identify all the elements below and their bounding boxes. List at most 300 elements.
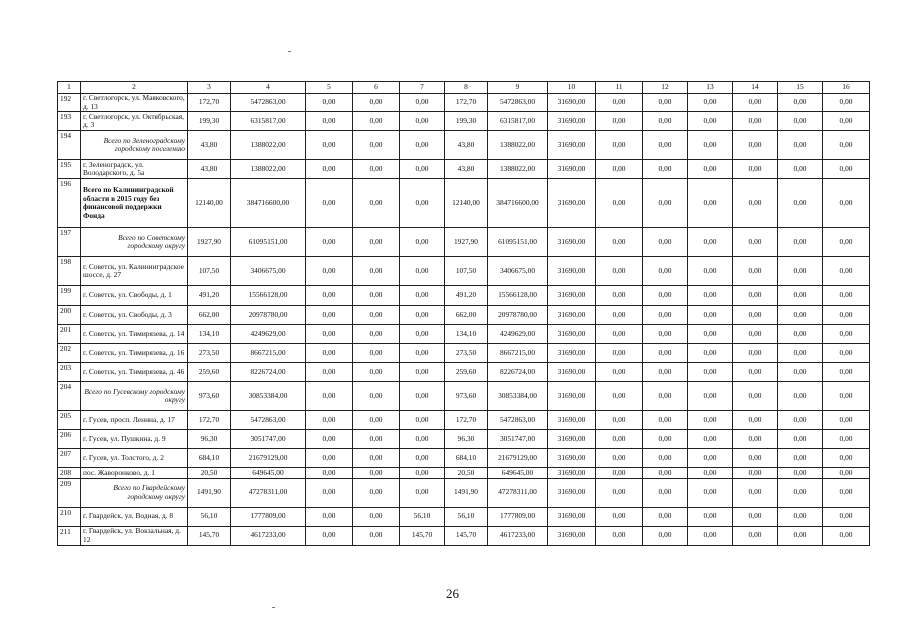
cell-value: 0,00 [688, 468, 733, 479]
row-address: Всего по Калининградской области в 2015 году без финансовой поддержки Фонда [81, 179, 188, 228]
cell-value: 31690,00 [548, 131, 596, 160]
cell-value: 684,10 [188, 449, 231, 468]
cell-value: 0,00 [823, 526, 870, 545]
cell-value: 0,00 [306, 112, 353, 131]
cell-value: 0,00 [643, 468, 688, 479]
cell-value: 0,00 [596, 257, 643, 286]
row-number: 207 [58, 449, 81, 468]
row-address: Всего по Гусевскому городскому округу [81, 382, 188, 411]
cell-value: 0,00 [778, 507, 823, 526]
cell-value: 0,00 [306, 382, 353, 411]
cell-value: 662,00 [188, 306, 231, 325]
cell-value: 0,00 [778, 112, 823, 131]
table-row [58, 228, 870, 257]
table-body [58, 82, 870, 546]
cell-value: 0,00 [353, 325, 400, 344]
cell-value: 31690,00 [548, 306, 596, 325]
cell-value: 31690,00 [548, 478, 596, 507]
cell-value: 0,00 [733, 430, 778, 449]
cell-value: 15566128,00 [488, 286, 548, 306]
row-number: 192 [58, 94, 81, 112]
cell-value: 0,00 [823, 112, 870, 131]
cell-value: 0,00 [733, 478, 778, 507]
row-number: 201 [58, 325, 81, 344]
cell-value: 12140,00 [188, 179, 231, 228]
row-number: 194 [58, 131, 81, 160]
cell-value: 30853384,00 [231, 382, 306, 411]
cell-value: 0,00 [823, 382, 870, 411]
cell-value: 0,00 [643, 179, 688, 228]
column-header: 10 [548, 82, 596, 94]
cell-value: 0,00 [733, 344, 778, 363]
cell-value: 0,00 [596, 363, 643, 382]
cell-value: 0,00 [400, 94, 445, 112]
cell-value: 0,00 [596, 325, 643, 344]
table-row [58, 382, 870, 411]
row-address: г. Советск, ул. Свободы, д. 1 [81, 286, 188, 306]
cell-value: 96,30 [188, 430, 231, 449]
row-address: г. Гвардейск, ул. Водная, д. 8 [81, 507, 188, 526]
cell-value: 0,00 [688, 507, 733, 526]
cell-value: 0,00 [400, 179, 445, 228]
table-row [58, 478, 870, 507]
cell-value: 0,00 [778, 257, 823, 286]
cell-value: 0,00 [353, 449, 400, 468]
cell-value: 0,00 [596, 160, 643, 179]
cell-value: 0,00 [596, 306, 643, 325]
cell-value: 31690,00 [548, 325, 596, 344]
cell-value: 0,00 [643, 257, 688, 286]
cell-value: 172,70 [188, 94, 231, 112]
cell-value: 1388022,00 [488, 160, 548, 179]
cell-value: 0,00 [688, 112, 733, 131]
row-address: г. Зеленоградск, ул. Володарского, д. 5а [81, 160, 188, 179]
cell-value: 31690,00 [548, 228, 596, 257]
cell-value: 21679129,00 [488, 449, 548, 468]
cell-value: 1777809,00 [488, 507, 548, 526]
cell-value: 31690,00 [548, 449, 596, 468]
cell-value: 0,00 [778, 526, 823, 545]
cell-value: 145,70 [400, 526, 445, 545]
cell-value: 0,00 [733, 507, 778, 526]
cell-value: 0,00 [643, 449, 688, 468]
row-address: г. Советск, ул. Свободы, д. 3 [81, 306, 188, 325]
table-row [58, 160, 870, 179]
cell-value: 0,00 [353, 257, 400, 286]
cell-value: 0,00 [400, 449, 445, 468]
data-table [57, 81, 870, 546]
row-number: 209 [58, 478, 81, 507]
row-address: г. Советск, ул. Тимирязева, д. 16 [81, 344, 188, 363]
cell-value: 30853384,00 [488, 382, 548, 411]
cell-value: 6315817,00 [231, 112, 306, 131]
cell-value: 0,00 [733, 382, 778, 411]
cell-value: 1491,90 [445, 478, 488, 507]
cell-value: 1388022,00 [488, 131, 548, 160]
cell-value: 0,00 [823, 286, 870, 306]
cell-value: 662,00 [445, 306, 488, 325]
cell-value: 0,00 [400, 257, 445, 286]
cell-value: 0,00 [353, 131, 400, 160]
row-number: 210 [58, 507, 81, 526]
cell-value: 0,00 [306, 325, 353, 344]
cell-value: 0,00 [733, 363, 778, 382]
cell-value: 0,00 [733, 526, 778, 545]
cell-value: 0,00 [306, 478, 353, 507]
cell-value: 0,00 [643, 286, 688, 306]
cell-value: 0,00 [643, 363, 688, 382]
cell-value: 0,00 [596, 526, 643, 545]
table-row [58, 94, 870, 112]
cell-value: 4617233,00 [231, 526, 306, 545]
cell-value: 0,00 [306, 344, 353, 363]
cell-value: 199,30 [188, 112, 231, 131]
cell-value: 0,00 [353, 306, 400, 325]
cell-value: 0,00 [596, 411, 643, 430]
cell-value: 0,00 [823, 257, 870, 286]
cell-value: 0,00 [596, 179, 643, 228]
cell-value: 0,00 [733, 179, 778, 228]
cell-value: 0,00 [596, 382, 643, 411]
cell-value: 12140,00 [445, 179, 488, 228]
cell-value: 0,00 [400, 382, 445, 411]
cell-value: 0,00 [400, 344, 445, 363]
cell-value: 0,00 [823, 478, 870, 507]
column-header: 13 [688, 82, 733, 94]
cell-value: 31690,00 [548, 160, 596, 179]
cell-value: 134,10 [188, 325, 231, 344]
cell-value: 0,00 [596, 286, 643, 306]
row-number: 206 [58, 430, 81, 449]
cell-value: 0,00 [353, 344, 400, 363]
cell-value: 0,00 [778, 430, 823, 449]
cell-value: 0,00 [733, 449, 778, 468]
column-header: 16 [823, 82, 870, 94]
cell-value: 0,00 [778, 449, 823, 468]
row-address: пос. Жаворонково, д. 1 [81, 468, 188, 479]
cell-value: 31690,00 [548, 468, 596, 479]
cell-value: 0,00 [353, 179, 400, 228]
row-address: Всего по Гвардейскому городскому округу [81, 478, 188, 507]
cell-value: 0,00 [596, 449, 643, 468]
cell-value: 0,00 [823, 306, 870, 325]
cell-value: 56,10 [188, 507, 231, 526]
cell-value: 0,00 [353, 286, 400, 306]
column-header: 7 [400, 82, 445, 94]
cell-value: 0,00 [400, 228, 445, 257]
column-header: 15 [778, 82, 823, 94]
cell-value: 259,60 [188, 363, 231, 382]
cell-value: 0,00 [400, 325, 445, 344]
cell-value: 273,50 [445, 344, 488, 363]
cell-value: 0,00 [400, 363, 445, 382]
cell-value: 0,00 [733, 131, 778, 160]
cell-value: 0,00 [778, 306, 823, 325]
cell-value: 0,00 [596, 131, 643, 160]
cell-value: 0,00 [778, 468, 823, 479]
row-number: 203 [58, 363, 81, 382]
cell-value: 0,00 [306, 160, 353, 179]
cell-value: 47278311,00 [231, 478, 306, 507]
cell-value: 0,00 [778, 344, 823, 363]
row-number: 199 [58, 286, 81, 306]
column-header: 4 [231, 82, 306, 94]
cell-value: 0,00 [688, 286, 733, 306]
row-address: г. Светлогорск, ул. Октябрьская, д. 3 [81, 112, 188, 131]
cell-value: 31690,00 [548, 257, 596, 286]
row-number: 193 [58, 112, 81, 131]
cell-value: 0,00 [778, 382, 823, 411]
cell-value: 199,30 [445, 112, 488, 131]
cell-value: 5472863,00 [231, 411, 306, 430]
cell-value: 0,00 [306, 94, 353, 112]
cell-value: 0,00 [400, 112, 445, 131]
cell-value: 0,00 [306, 468, 353, 479]
cell-value: 0,00 [778, 131, 823, 160]
cell-value: 0,00 [306, 257, 353, 286]
cell-value: 43,80 [188, 160, 231, 179]
row-address: г. Гусев, просп. Ленина, д. 17 [81, 411, 188, 430]
cell-value: 0,00 [400, 306, 445, 325]
table-row [58, 430, 870, 449]
cell-value: 0,00 [306, 228, 353, 257]
cell-value: 1927,90 [445, 228, 488, 257]
cell-value: 0,00 [688, 228, 733, 257]
row-address: Всего по Зеленоградскому городскому поселению [81, 131, 188, 160]
cell-value: 31690,00 [548, 94, 596, 112]
column-number-header [58, 82, 870, 94]
cell-value: 0,00 [823, 179, 870, 228]
row-address: г. Советск, ул. Тимирязева, д. 14 [81, 325, 188, 344]
cell-value: 0,00 [306, 131, 353, 160]
cell-value: 8667215,00 [231, 344, 306, 363]
cell-value: 0,00 [306, 363, 353, 382]
cell-value: 973,60 [188, 382, 231, 411]
cell-value: 31690,00 [548, 344, 596, 363]
scan-speck [272, 607, 275, 608]
cell-value: 0,00 [643, 112, 688, 131]
cell-value: 0,00 [306, 430, 353, 449]
cell-value: 0,00 [596, 344, 643, 363]
cell-value: 4617233,00 [488, 526, 548, 545]
cell-value: 5472863,00 [488, 94, 548, 112]
cell-value: 43,80 [188, 131, 231, 160]
row-number: 200 [58, 306, 81, 325]
cell-value: 0,00 [643, 228, 688, 257]
column-header: 9 [488, 82, 548, 94]
cell-value: 0,00 [823, 449, 870, 468]
column-header: 12 [643, 82, 688, 94]
table-row [58, 411, 870, 430]
table-row [58, 131, 870, 160]
cell-value: 8667215,00 [488, 344, 548, 363]
cell-value: 20,50 [445, 468, 488, 479]
cell-value: 0,00 [306, 179, 353, 228]
row-address: г. Светлогорск, ул. Маяковского, д. 13 [81, 94, 188, 112]
row-number: 208 [58, 468, 81, 479]
table-row [58, 363, 870, 382]
table-row [58, 112, 870, 131]
column-header: 6 [353, 82, 400, 94]
cell-value: 0,00 [823, 344, 870, 363]
cell-value: 31690,00 [548, 363, 596, 382]
cell-value: 6315817,00 [488, 112, 548, 131]
table-row [58, 306, 870, 325]
table-row [58, 507, 870, 526]
cell-value: 384716600,00 [231, 179, 306, 228]
row-number: 202 [58, 344, 81, 363]
cell-value: 0,00 [688, 363, 733, 382]
cell-value: 1777809,00 [231, 507, 306, 526]
cell-value: 4249629,00 [231, 325, 306, 344]
cell-value: 0,00 [596, 468, 643, 479]
page-number: 26 [446, 586, 459, 601]
cell-value: 0,00 [778, 411, 823, 430]
cell-value: 0,00 [733, 112, 778, 131]
cell-value: 1388022,00 [231, 131, 306, 160]
cell-value: 0,00 [823, 228, 870, 257]
cell-value: 145,70 [445, 526, 488, 545]
cell-value: 0,00 [353, 228, 400, 257]
column-header: 8 [445, 82, 488, 94]
cell-value: 0,00 [306, 286, 353, 306]
cell-value: 684,10 [445, 449, 488, 468]
cell-value: 0,00 [306, 526, 353, 545]
cell-value: 0,00 [400, 131, 445, 160]
cell-value: 172,70 [445, 411, 488, 430]
cell-value: 0,00 [778, 228, 823, 257]
cell-value: 0,00 [733, 94, 778, 112]
cell-value: 0,00 [596, 228, 643, 257]
cell-value: 31690,00 [548, 179, 596, 228]
cell-value: 0,00 [688, 160, 733, 179]
cell-value: 43,80 [445, 160, 488, 179]
cell-value: 8226724,00 [231, 363, 306, 382]
cell-value: 0,00 [353, 507, 400, 526]
cell-value: 0,00 [688, 478, 733, 507]
cell-value: 61095151,00 [488, 228, 548, 257]
cell-value: 0,00 [400, 468, 445, 479]
cell-value: 0,00 [643, 526, 688, 545]
column-header: 3 [188, 82, 231, 94]
cell-value: 172,70 [445, 94, 488, 112]
cell-value: 3406675,00 [231, 257, 306, 286]
cell-value: 0,00 [643, 411, 688, 430]
row-address: г. Гусев, ул. Пушкина, д. 9 [81, 430, 188, 449]
cell-value: 0,00 [643, 325, 688, 344]
cell-value: 56,10 [445, 507, 488, 526]
cell-value: 3051747,00 [488, 430, 548, 449]
cell-value: 0,00 [306, 507, 353, 526]
cell-value: 0,00 [688, 382, 733, 411]
cell-value: 491,20 [445, 286, 488, 306]
cell-value: 145,70 [188, 526, 231, 545]
cell-value: 1927,90 [188, 228, 231, 257]
cell-value: 47278311,00 [488, 478, 548, 507]
cell-value: 0,00 [823, 325, 870, 344]
table-row [58, 344, 870, 363]
cell-value: 0,00 [778, 160, 823, 179]
cell-value: 31690,00 [548, 382, 596, 411]
row-number: 195 [58, 160, 81, 179]
table-row [58, 449, 870, 468]
table-row [58, 257, 870, 286]
cell-value: 0,00 [688, 344, 733, 363]
cell-value: 0,00 [353, 363, 400, 382]
cell-value: 43,80 [445, 131, 488, 160]
cell-value: 384716600,00 [488, 179, 548, 228]
cell-value: 0,00 [778, 94, 823, 112]
cell-value: 31690,00 [548, 430, 596, 449]
cell-value: 0,00 [643, 344, 688, 363]
cell-value: 0,00 [306, 306, 353, 325]
cell-value: 0,00 [353, 526, 400, 545]
cell-value: 0,00 [778, 363, 823, 382]
cell-value: 259,60 [445, 363, 488, 382]
cell-value: 649645,00 [488, 468, 548, 479]
table-row [58, 179, 870, 228]
cell-value: 1491,90 [188, 478, 231, 507]
cell-value: 56,10 [400, 507, 445, 526]
cell-value: 0,00 [643, 94, 688, 112]
column-header: 2 [81, 82, 188, 94]
cell-value: 0,00 [733, 306, 778, 325]
cell-value: 0,00 [643, 507, 688, 526]
row-address: г. Гусев, ул. Толстого, д. 2 [81, 449, 188, 468]
cell-value: 0,00 [353, 478, 400, 507]
cell-value: 0,00 [688, 526, 733, 545]
cell-value: 0,00 [688, 257, 733, 286]
cell-value: 5472863,00 [488, 411, 548, 430]
cell-value: 0,00 [643, 160, 688, 179]
cell-value: 31690,00 [548, 411, 596, 430]
cell-value: 96,30 [445, 430, 488, 449]
cell-value: 0,00 [596, 430, 643, 449]
cell-value: 0,00 [733, 325, 778, 344]
cell-value: 0,00 [733, 411, 778, 430]
cell-value: 0,00 [400, 411, 445, 430]
cell-value: 0,00 [733, 228, 778, 257]
cell-value: 0,00 [778, 286, 823, 306]
cell-value: 0,00 [306, 411, 353, 430]
cell-value: 0,00 [688, 449, 733, 468]
row-address: г. Советск, ул. Тимирязева, д. 46 [81, 363, 188, 382]
cell-value: 0,00 [823, 160, 870, 179]
cell-value: 0,00 [688, 131, 733, 160]
cell-value: 20,50 [188, 468, 231, 479]
cell-value: 0,00 [778, 325, 823, 344]
cell-value: 973,60 [445, 382, 488, 411]
cell-value: 0,00 [353, 382, 400, 411]
cell-value: 0,00 [823, 430, 870, 449]
cell-value: 0,00 [688, 179, 733, 228]
cell-value: 0,00 [688, 94, 733, 112]
cell-value: 0,00 [643, 382, 688, 411]
cell-value: 0,00 [596, 478, 643, 507]
cell-value: 20978780,00 [488, 306, 548, 325]
cell-value: 21679129,00 [231, 449, 306, 468]
cell-value: 0,00 [353, 430, 400, 449]
cell-value: 0,00 [643, 131, 688, 160]
cell-value: 3406675,00 [488, 257, 548, 286]
scan-speck [288, 51, 291, 52]
cell-value: 61095151,00 [231, 228, 306, 257]
cell-value: 0,00 [306, 449, 353, 468]
cell-value: 31690,00 [548, 507, 596, 526]
cell-value: 273,50 [188, 344, 231, 363]
cell-value: 4249629,00 [488, 325, 548, 344]
cell-value: 0,00 [823, 94, 870, 112]
